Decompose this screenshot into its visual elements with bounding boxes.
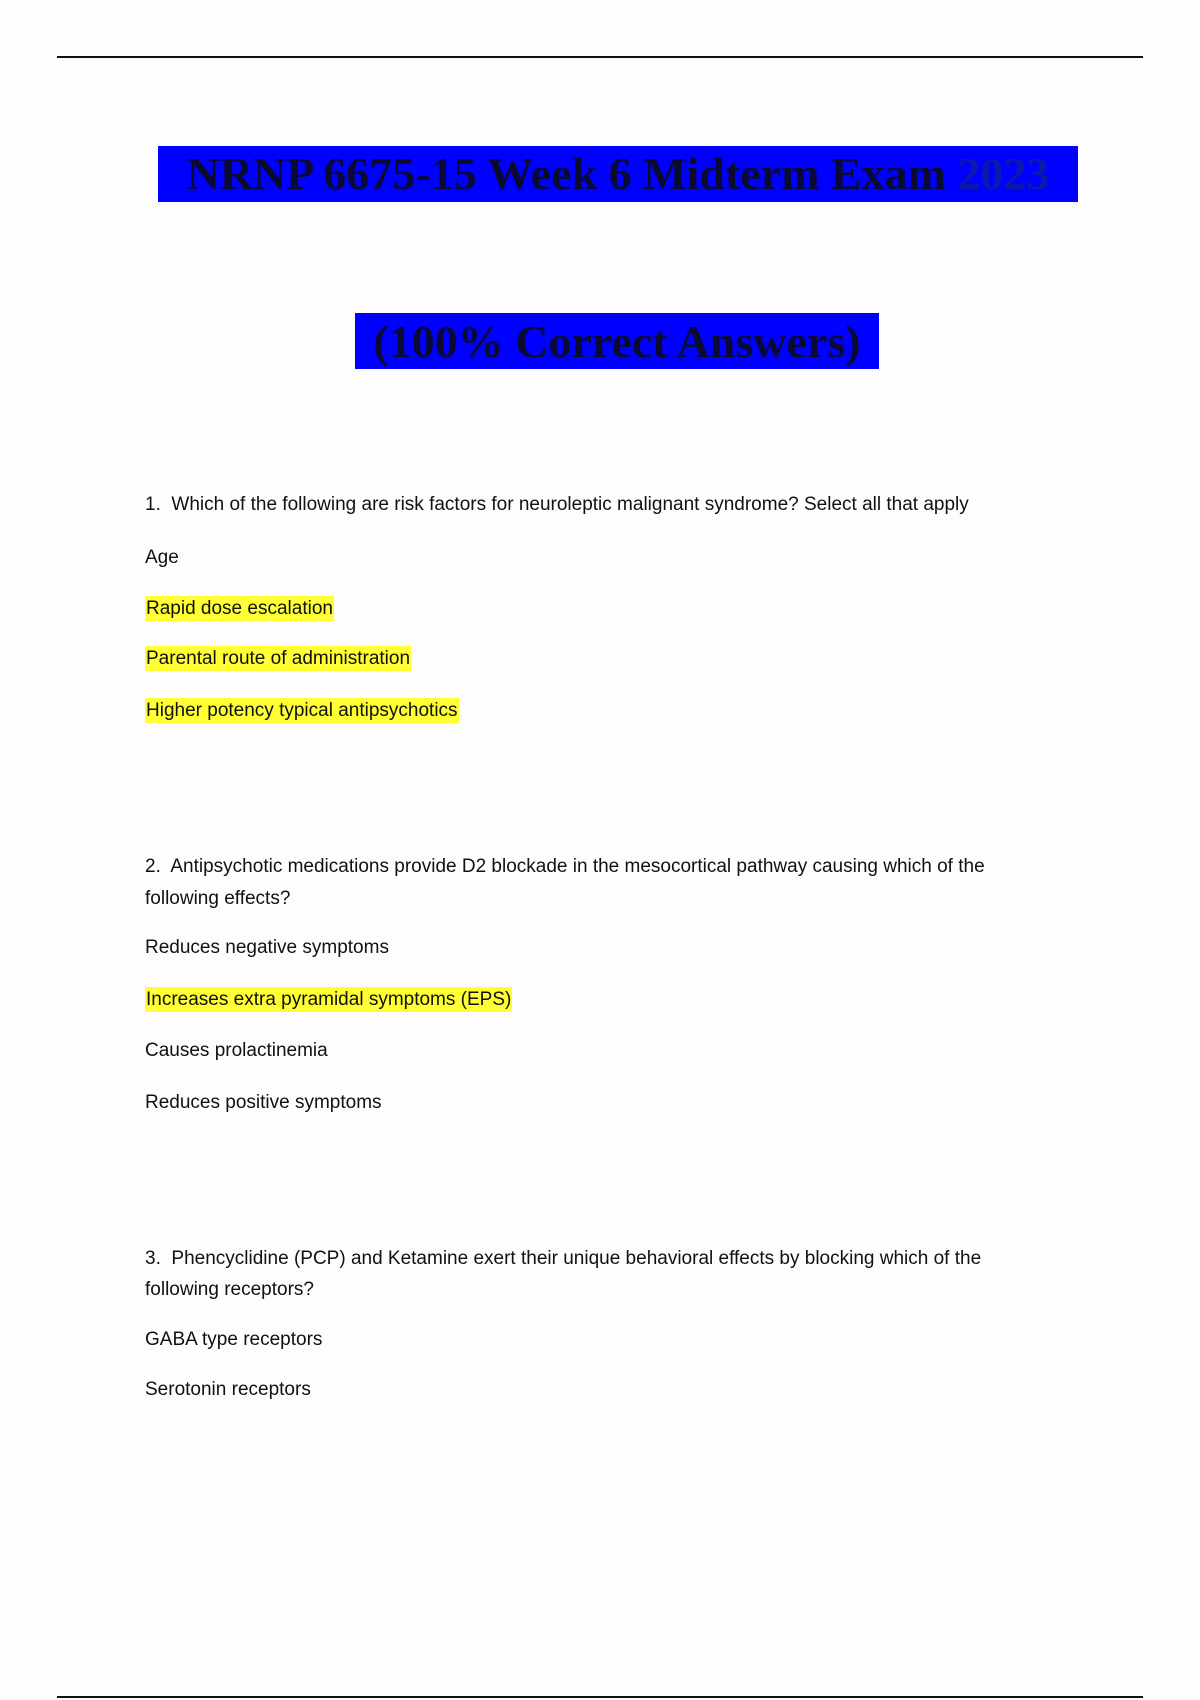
title-year: 2023: [957, 148, 1050, 199]
answer-option-correct: [145, 698, 459, 724]
option-text: Reduces negative symptoms: [145, 937, 389, 958]
option-text-highlighted: Higher potency typical antipsychotics: [146, 700, 458, 721]
answer-option: [145, 1038, 328, 1064]
option-text-highlighted: Parental route of administration: [146, 648, 411, 669]
answer-option: [145, 935, 389, 961]
question-number: 3.: [145, 1248, 161, 1269]
top-rule: [57, 56, 1143, 58]
option-text-highlighted: Increases extra pyramidal symptoms (EPS): [146, 989, 512, 1010]
question-text: Antipsychotic medications provide D2 blockade in the mesocortical pathway causing which of the following effects?: [145, 856, 985, 909]
option-text: Reduces positive symptoms: [145, 1092, 382, 1113]
answer-option: [145, 1090, 382, 1116]
document-subtitle: [355, 313, 879, 369]
title-main: NRNP 6675-15 Week 6 Midterm Exam: [186, 148, 946, 199]
option-text-highlighted: Rapid dose escalation: [146, 598, 333, 619]
answer-option-correct: [145, 646, 411, 672]
question-number: 1.: [145, 494, 161, 515]
answer-option-correct: [145, 596, 334, 622]
bottom-rule: [57, 1696, 1143, 1698]
option-text: Serotonin receptors: [145, 1379, 311, 1400]
option-text: GABA type receptors: [145, 1329, 323, 1350]
option-text: Age: [145, 547, 179, 568]
question-stem: [145, 851, 1045, 915]
question-text: Phencyclidine (PCP) and Ketamine exert their unique behavioral effects by blocking which of the following receptors?: [145, 1248, 982, 1300]
question-stem: [145, 1243, 1045, 1305]
answer-option: [145, 545, 179, 571]
question-stem: [145, 492, 969, 518]
answer-option: [145, 1377, 311, 1403]
subtitle-text: (100% Correct Answers): [373, 316, 861, 367]
answer-option: [145, 1327, 322, 1353]
document-title: [158, 146, 1078, 202]
question-text: Which of the following are risk factors for neuroleptic malignant syndrome? Select all that apply: [171, 494, 969, 515]
question-number: 2.: [145, 856, 161, 877]
answer-option-correct: [145, 987, 512, 1013]
option-text: Causes prolactinemia: [145, 1040, 328, 1061]
